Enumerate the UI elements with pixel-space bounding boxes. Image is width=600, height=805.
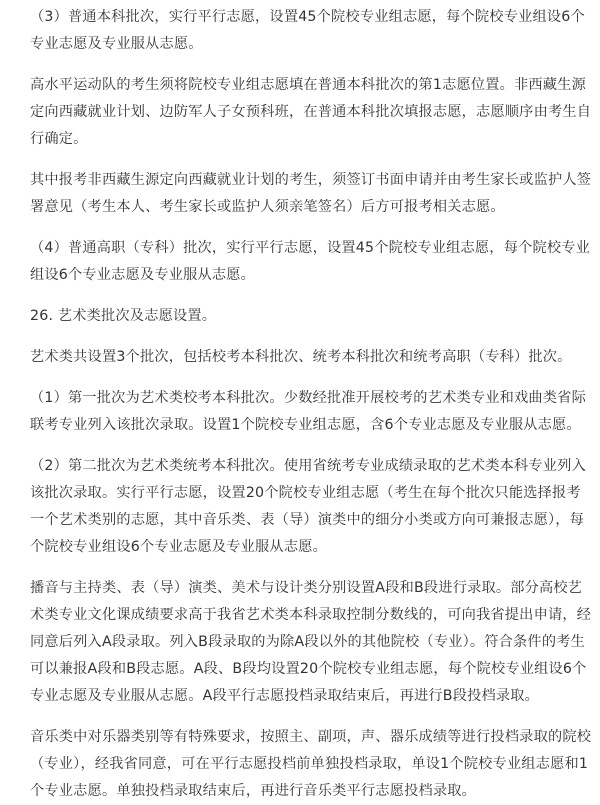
paragraph-vocational: （4）普通高职（专科）批次，实行平行志愿，设置45个院校专业组志愿，每个院校专业组设6个专业志愿及专业服从志愿。 — [30, 240, 591, 283]
paragraph-art-batches: 艺术类共设置3个批次，包括校考本科批次、统考本科批次和统考高职（专科）批次。 — [30, 349, 572, 365]
section-heading-art: 26. 艺术类批次及志愿设置。 — [30, 308, 217, 324]
paragraph-regular-undergrad: （3）普通本科批次，实行平行志愿，设置45个院校专业组志愿，每个院校专业组设6个专业志愿及专业服从志愿。 — [30, 9, 585, 52]
paragraph-art-first-batch: （1）第一批次为艺术类校考本科批次。少数经批准开展校考的艺术类专业和戏曲类省际联考专业列入该批次录取。设置1个院校专业组志愿，含6个专业志愿及专业服从志愿。 — [30, 390, 586, 433]
paragraph-art-second-batch: （2）第二批次为艺术类统考本科批次。使用省统考专业成绩录取的艺术类本科专业列入该批次录取。实行平行志愿，设置20个院校专业组志愿（考生在每个批次只能选择报考一个艺术类别的志愿，其中音乐类、表（导）演类中的细分小类或方向可兼报志愿），每个院校专业组设6个专业志愿及专业服从志愿。 — [30, 458, 586, 555]
paragraph-ab-sections: 播音与主持类、表（导）演类、美术与设计类分别设置A段和B段进行录取。部分高校艺术类专业文化课成绩要求高于我省艺术类本科录取控制分数线的，可向我省提出申请，经同意后列入A段录取。列入B段录取的为除A段以外的其他院校（专业）。符合条件的考生可以兼报A段和B段志愿。A段、B段均设置20个院校专业组志愿，每个院校专业组设6个专业志愿及专业服从志愿。A段平行志愿投档录取结束后，再进行B段投档录取。 — [30, 580, 592, 704]
paragraph-high-level-sports: 高水平运动队的考生须将院校专业组志愿填在普通本科批次的第1志愿位置。非西藏生源定向西藏就业计划、边防军人子女预科班，在普通本科批次填报志愿，志愿顺序由考生自行确定。 — [30, 77, 592, 147]
paragraph-music-special: 音乐类中对乐器类别等有特殊要求，按照主、副项，声、器乐成绩等进行投档录取的院校（专业），经我省同意，可在平行志愿投档前单独投档录取，单设1个院校专业组志愿和1个专业志愿。单独投档录取结束后，再进行音乐类平行志愿投档录取。 — [30, 729, 592, 799]
paragraph-tibet-plan: 其中报考非西藏生源定向西藏就业计划的考生，须签订书面申请并由考生家长或监护人签署意见（考生本人、考生家长或监护人须亲笔签名）后方可报考相关志愿。 — [30, 172, 592, 215]
